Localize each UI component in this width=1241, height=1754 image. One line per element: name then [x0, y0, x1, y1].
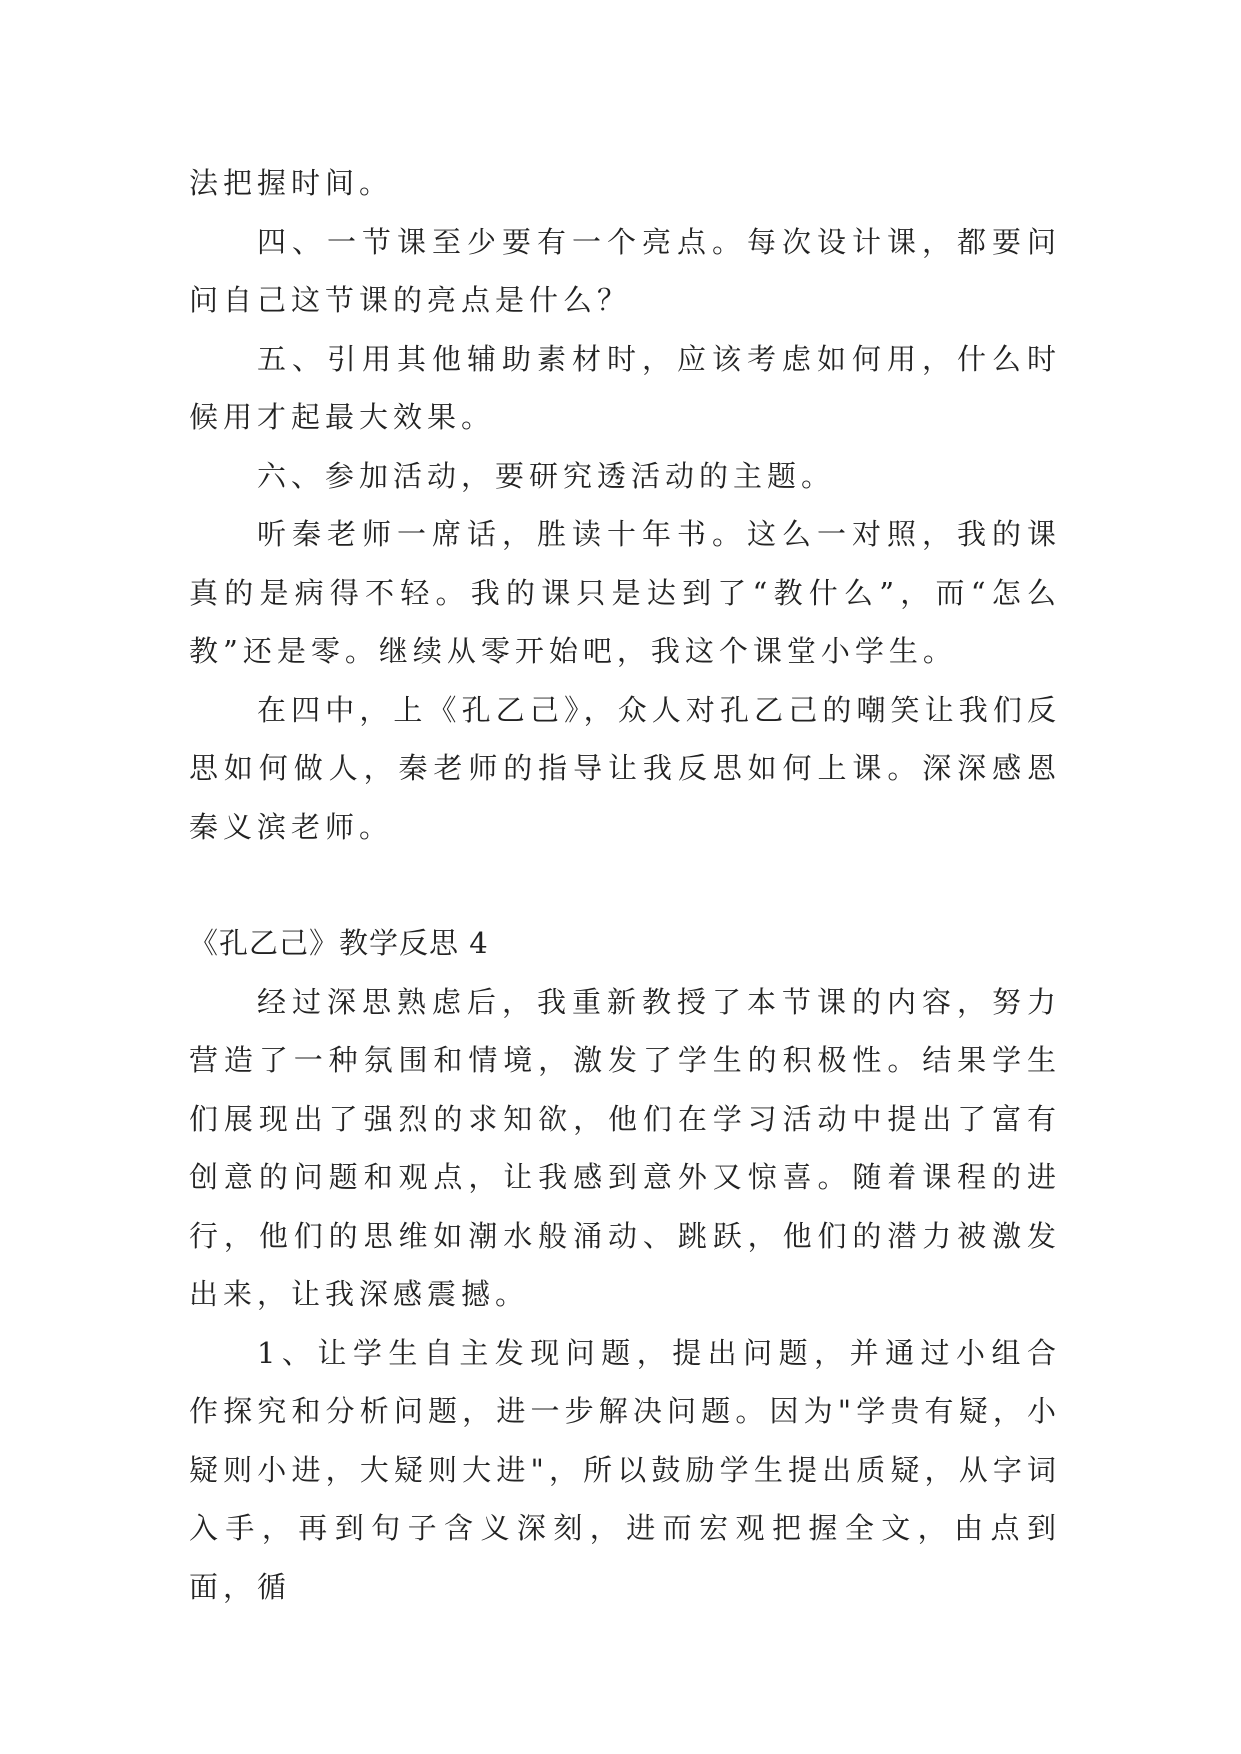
document-body: [189, 154, 1061, 1616]
section-title: 《孔乙己》教学反思 4: [189, 926, 489, 960]
paragraph-point-four: 四、一节课至少要有一个亮点。每次设计课，都要问问自己这节课的亮点是什么？: [189, 224, 1061, 317]
paragraph-point-five: 五、引用其他辅助素材时，应该考虑如何用，什么时候用才起最大效果。: [189, 341, 1061, 434]
paragraph-section-intro: 经过深思熟虑后，我重新教授了本节课的内容，努力营造了一种氛围和情境，激发了学生的积极性。结果学生们展现出了强烈的求知欲，他们在学习活动中提出了富有创意的问题和观点，让我感到意外又惊喜。随着课程的进行，他们的思维如潮水般涌动、跳跃，他们的潜力被激发出来，让我深感震撼。: [189, 984, 1061, 1311]
paragraph-gratitude: 在四中，上《孔乙己》，众人对孔乙己的嘲笑让我们反思如何做人，秦老师的指导让我反思如何上课。深深感恩秦义滨老师。: [189, 692, 1061, 844]
paragraph-reflection: 听秦老师一席话，胜读十年书。这么一对照，我的课真的是病得不轻。我的课只是达到了“教什么”，而“怎么教”还是零。继续从零开始吧，我这个课堂小学生。: [189, 517, 1061, 668]
paragraph-continuation: 法把握时间。: [189, 166, 394, 200]
paragraph-point-six: 六、参加活动，要研究透活动的主题。: [257, 458, 836, 493]
paragraph-point-one: 1、让学生自主发现问题，提出问题，并通过小组合作探究和分析问题，进一步解决问题。因为"学贵有疑，小疑则小进，大疑则大进"，所以鼓励学生提出质疑，从字词入手，再到句子含义深刻，进而宏观把握全文，由点到面，循: [189, 1335, 1061, 1604]
section-gap: [189, 856, 1061, 914]
